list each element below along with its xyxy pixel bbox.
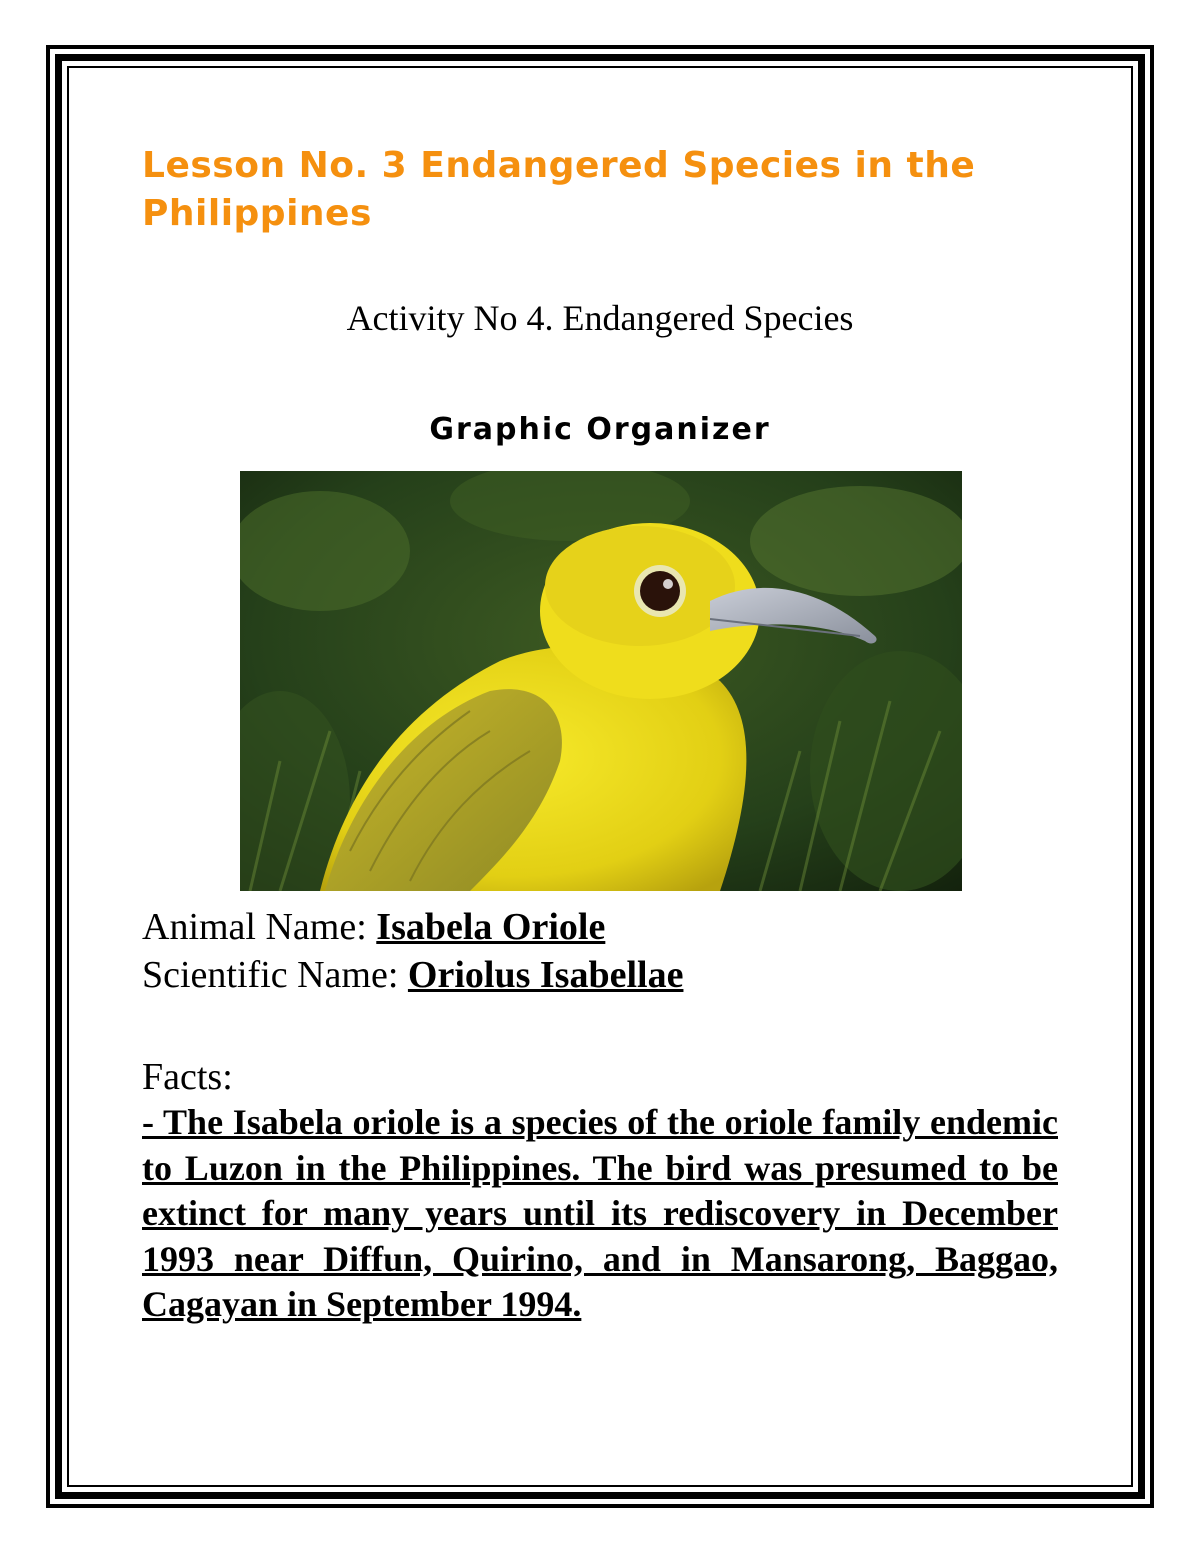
animal-name-row	[142, 904, 605, 950]
scientific-name-row	[142, 952, 683, 998]
scientific-name-value: Oriolus Isabellae	[407, 954, 684, 996]
animal-name-value: Isabela Oriole	[376, 906, 606, 948]
lesson-title: Lesson No. 3 Endangered Species in the Philippines	[142, 145, 976, 234]
facts-label: Facts:	[142, 1056, 233, 1098]
activity-title: Activity No 4. Endangered Species	[346, 298, 854, 338]
animal-name-label: Animal Name:	[142, 906, 367, 948]
bird-photo-illustration	[240, 471, 962, 891]
isabela-oriole-photo	[240, 471, 962, 891]
scientific-name-label: Scientific Name:	[142, 954, 399, 996]
graphic-organizer-heading: Graphic Organizer	[429, 412, 771, 447]
facts-text: - The Isabela oriole is a species of the oriole family endemic to Luzon in the Philippines. The bird was presumed to be extinct for many years until its rediscovery in December 1993 near Diffun, Quirino, and in Mansarong, Baggao, Cagayan in September 1994.	[142, 1102, 1058, 1324]
